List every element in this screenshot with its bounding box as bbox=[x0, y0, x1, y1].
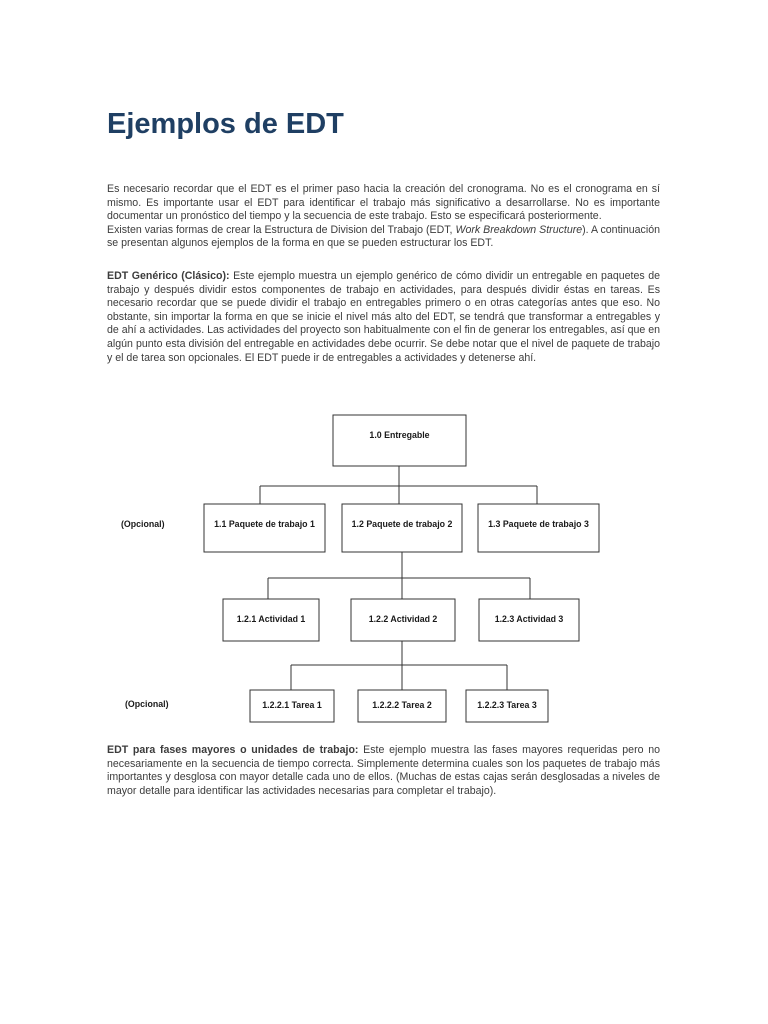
page-title: Ejemplos de EDT bbox=[107, 108, 344, 140]
phases-edt-label: EDT para fases mayores o unidades de trabajo: bbox=[107, 744, 359, 756]
task-box-1 bbox=[250, 690, 334, 722]
work-package-label-1: 1.1 Paquete de trabajo 1 bbox=[214, 519, 315, 529]
task-box-2 bbox=[358, 690, 446, 722]
intro-paragraph-1: Es necesario recordar que el EDT es el primer paso hacia la creación del cronograma. No es el cronograma en sí mismo. Es importante usar el EDT para identificar el trabajo más significativo a desarrollarse. No es importante documentar un pronóstico del tiempo y la secuencia de este trabajo. Esto se especificará posteriormente. bbox=[107, 183, 660, 223]
intro-paragraph-2-start: Existen varias formas de crear la Estructura de Division del Trabajo (EDT, bbox=[107, 223, 456, 236]
optional-label-work-packages: (Opcional) bbox=[121, 519, 165, 529]
phases-edt-paragraph bbox=[107, 744, 660, 798]
intro-paragraph-2-italic: Work Breakdown Structure bbox=[455, 223, 583, 236]
work-package-box-3 bbox=[478, 504, 599, 552]
diagram-connectors bbox=[260, 466, 537, 690]
task-label-1: 1.2.2.1 Tarea 1 bbox=[262, 700, 322, 710]
task-box-3 bbox=[466, 690, 548, 722]
generic-edt-label: EDT Genérico (Clásico): bbox=[107, 270, 230, 282]
work-package-box-2 bbox=[342, 504, 462, 552]
task-label-2: 1.2.2.2 Tarea 2 bbox=[372, 700, 432, 710]
wbs-root-label: 1.0 Entregable bbox=[369, 430, 430, 440]
activity-box-3 bbox=[479, 599, 579, 641]
activity-box-1 bbox=[223, 599, 319, 641]
task-label-3: 1.2.2.3 Tarea 3 bbox=[477, 700, 537, 710]
activity-label-2: 1.2.2 Actividad 2 bbox=[368, 614, 438, 624]
work-package-label-2: 1.2 Paquete de trabajo 2 bbox=[351, 519, 453, 529]
activity-label-1: 1.2.1 Actividad 1 bbox=[236, 614, 306, 624]
generic-edt-text: Este ejemplo muestra un ejemplo genérico de cómo dividir un entregable en paquetes de trabajo y después dividir estos componentes de trabajo en actividades, para después dividir éstas en tareas. Es necesario recordar que se puede dividir el trabajo en entregables primero o en otras categorías antes que eso. No obstante, sin importar la forma en que se inicie el nivel más alto del EDT, se tendrá que transformar a entregables y de ahí a actividades. Las actividades del proyecto son habitualmente con el fin de generar los entregables, así que en algún punto esta división del entregable en actividades debe ocurrir. Se debe notar que el nivel de paquete de trabajo y el de tarea son opcionales. El EDT puede ir de entregables a actividades y detenerse ahí. bbox=[107, 270, 661, 364]
optional-label-tasks: (Opcional) bbox=[125, 699, 169, 709]
work-package-label-3: 1.3 Paquete de trabajo 3 bbox=[488, 519, 589, 529]
work-package-box-1 bbox=[204, 504, 325, 552]
intro-paragraph-2-end: ). A continuación se presentan algunos ejemplos de la forma en que se pueden estructurar los EDT. bbox=[107, 223, 660, 250]
phases-edt-text: Este ejemplo muestra las fases mayores requeridas pero no necesariamente en la secuencia de tiempo correcta. Simplemente determina cuales son los paquetes de trabajo más importantes y desglosa con mayor detalle cada uno de ellos. (Muchas de estas cajas serán desglosadas a niveles de mayor detalle para identificar las actividades necesarias para completar el trabajo). bbox=[107, 744, 660, 797]
wbs-diagram bbox=[100, 405, 620, 730]
wbs-root-box bbox=[333, 415, 466, 466]
generic-edt-paragraph bbox=[107, 270, 660, 365]
activity-label-3: 1.2.3 Actividad 3 bbox=[494, 614, 564, 624]
activity-box-2 bbox=[351, 599, 455, 641]
intro-text bbox=[107, 183, 660, 251]
